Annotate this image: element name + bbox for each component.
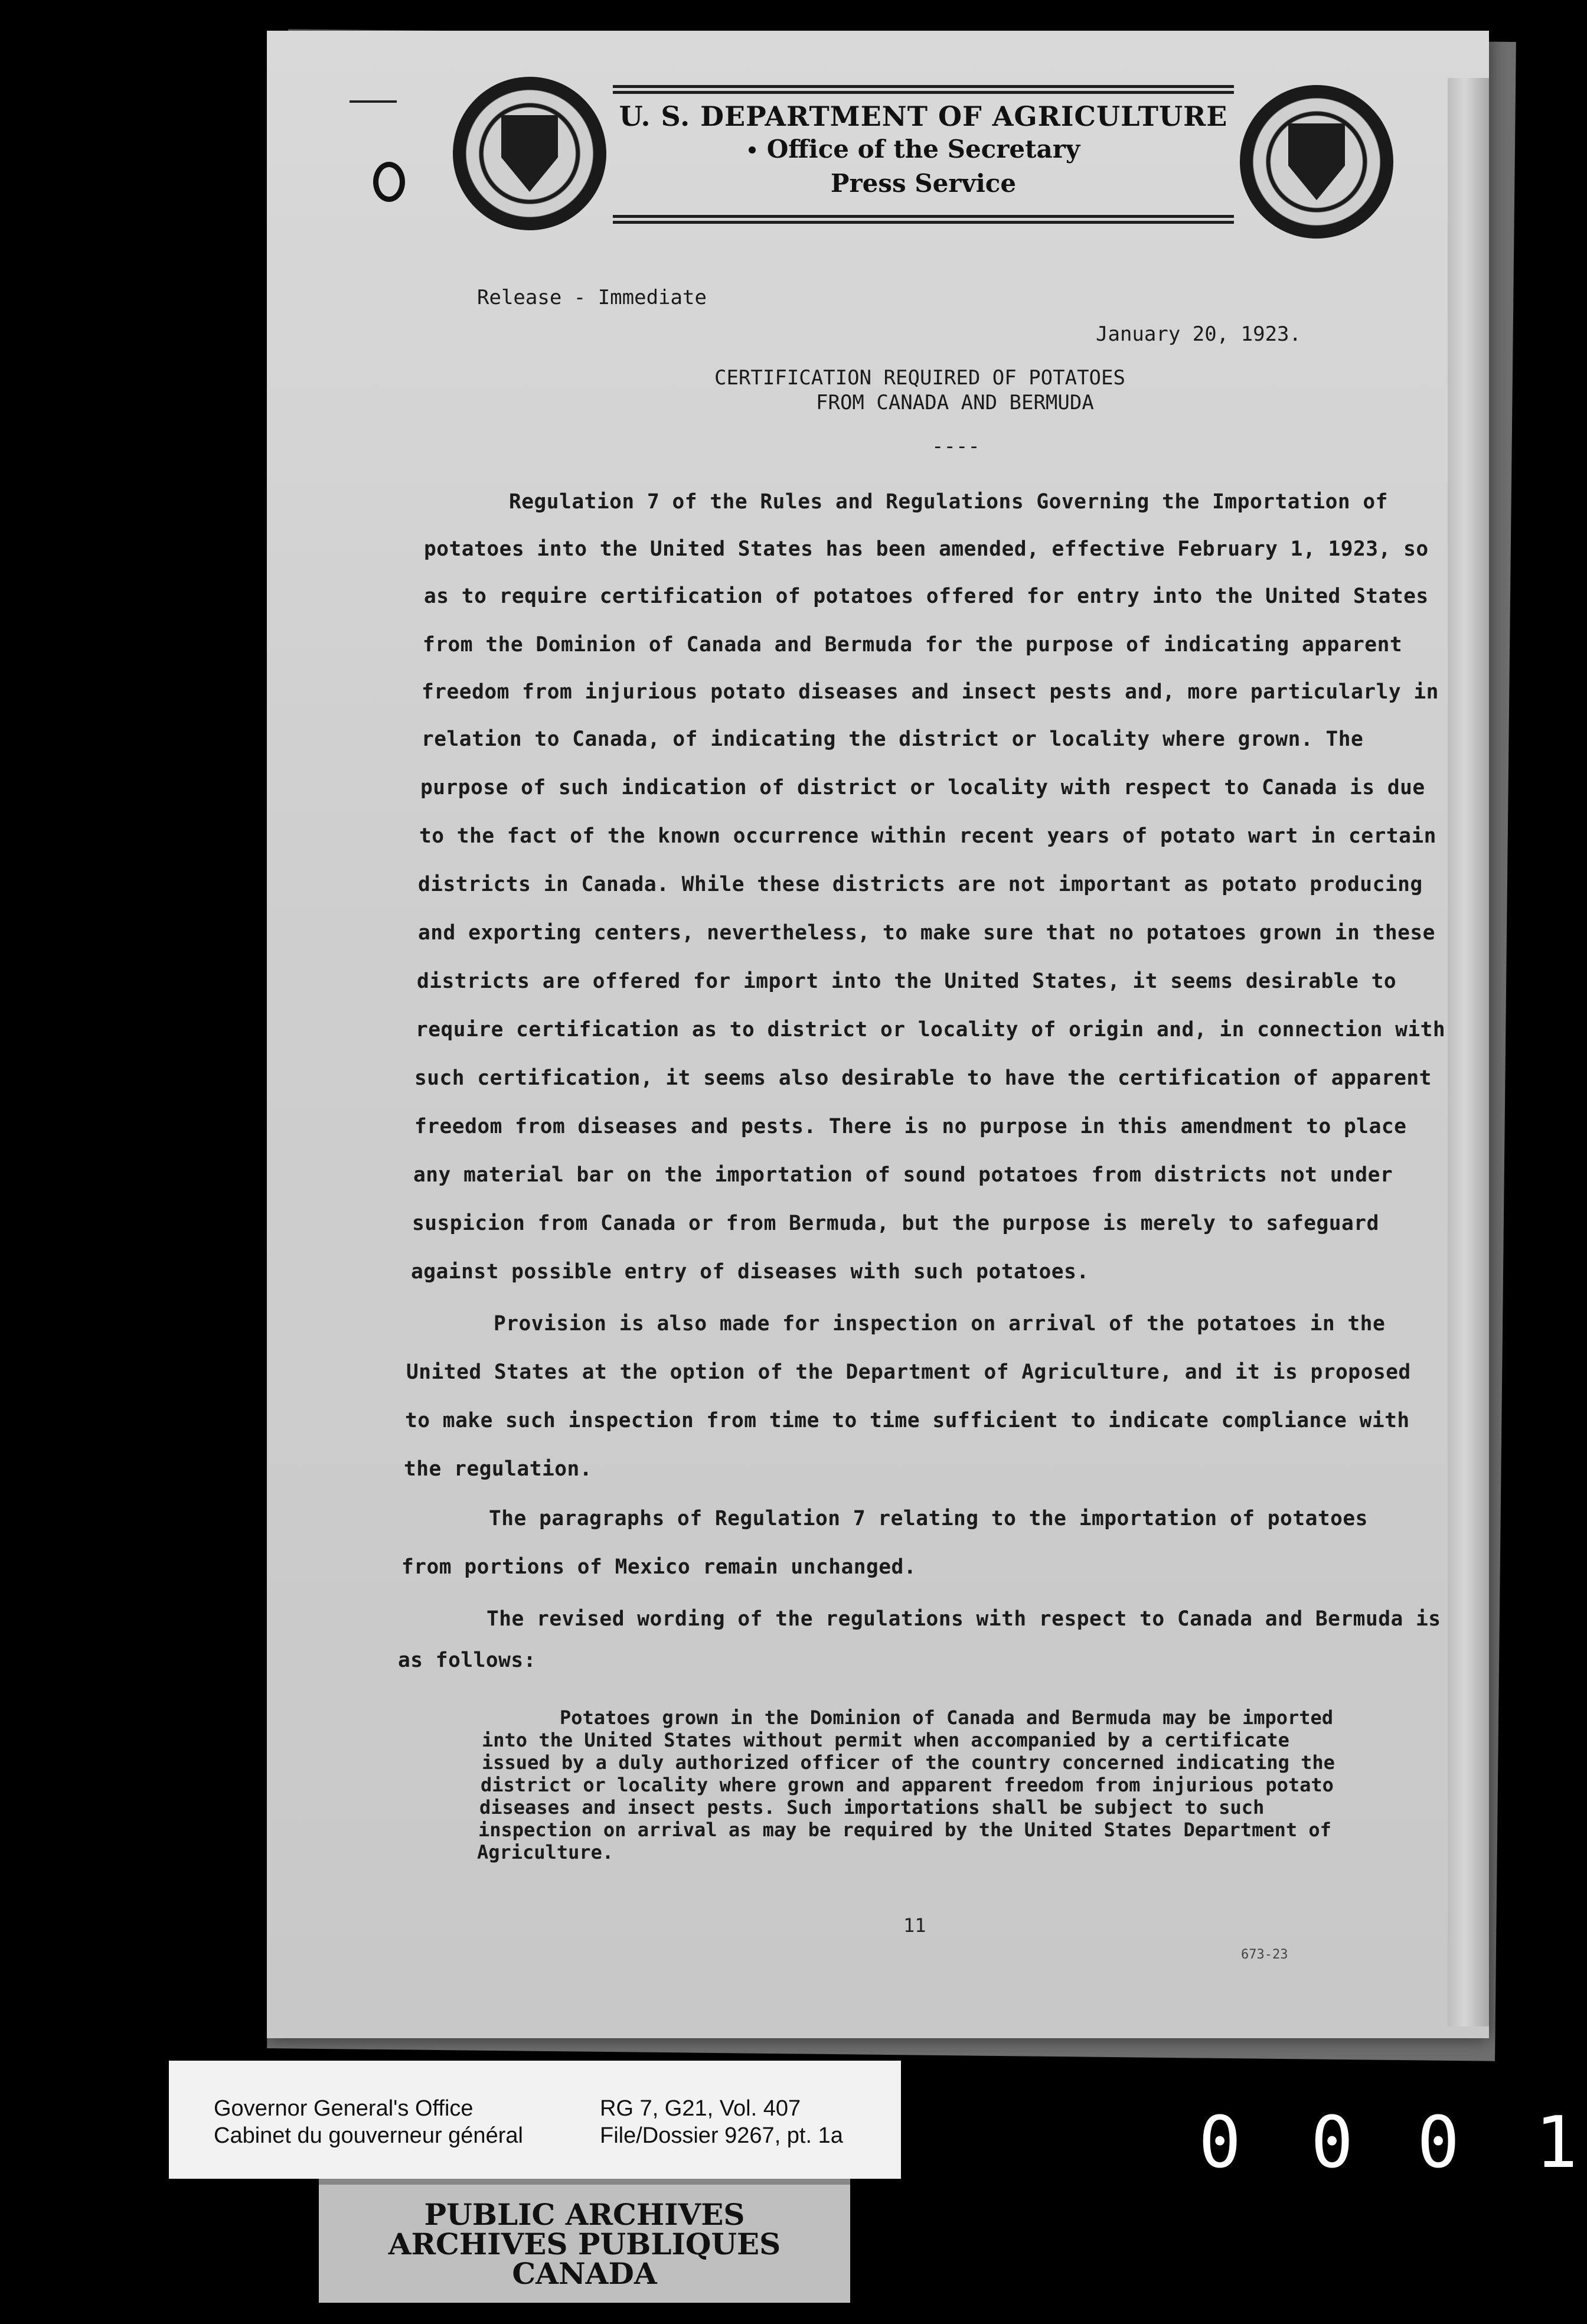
archive-stamp-line: CANADA bbox=[512, 2256, 657, 2291]
quote-line: diseases and insect pests. Such importations shall be subject to such bbox=[479, 1796, 1265, 1819]
body-line: as follows: bbox=[398, 1649, 536, 1672]
body-line: to make such inspection from time to time sufficient to indicate compliance with bbox=[405, 1409, 1410, 1432]
quote-line: inspection on arrival as may be required by the United States Department of bbox=[478, 1819, 1331, 1841]
quote-line: issued by a duly authorized officer of the country concerned indicating the bbox=[482, 1751, 1335, 1774]
frame-number-digit: 0 bbox=[1417, 2102, 1462, 2184]
body-line: any material bar on the importation of sound potatoes from districts not under bbox=[413, 1163, 1393, 1187]
header-rule-bottom bbox=[613, 215, 1234, 218]
body-line: relation to Canada, of indicating the district or locality where grown. The bbox=[422, 727, 1364, 751]
frame-number-digit: 0 bbox=[1199, 2102, 1244, 2184]
document-title: CERTIFICATION REQUIRED OF POTATOES bbox=[714, 366, 1125, 390]
press-service-title: Press Service bbox=[830, 169, 1017, 198]
release-note: Release - Immediate bbox=[477, 286, 707, 309]
header-rule-top bbox=[613, 85, 1234, 88]
archive-stamp-line: PUBLIC ARCHIVES bbox=[424, 2197, 745, 2232]
department-title: U. S. DEPARTMENT OF AGRICULTURE bbox=[619, 100, 1228, 132]
header-rule-top bbox=[613, 91, 1234, 94]
office-name-fr: Cabinet du gouverneur général bbox=[214, 2123, 523, 2148]
body-line: against possible entry of diseases with such potatoes. bbox=[411, 1260, 1089, 1284]
page-edge bbox=[1448, 78, 1489, 2026]
office-names bbox=[214, 2095, 523, 2149]
quote-line: district or locality where grown and apparent freedom from injurious potato bbox=[481, 1774, 1334, 1796]
office-name-en: Governor General's Office bbox=[214, 2096, 474, 2121]
file-ref: File/Dossier 9267, pt. 1a bbox=[600, 2123, 843, 2148]
body-line: The paragraphs of Regulation 7 relating to the importation of potatoes bbox=[489, 1507, 1368, 1530]
body-line: from the Dominion of Canada and Bermuda for the purpose of indicating apparent bbox=[423, 633, 1403, 657]
frame-number-digit: 1 bbox=[1535, 2102, 1581, 2184]
body-line: Regulation 7 of the Rules and Regulations Governing the Importation of bbox=[509, 490, 1388, 514]
page-mark: 11 bbox=[903, 1914, 926, 1937]
body-line: require certification as to district or locality of origin and, in connection with bbox=[416, 1018, 1446, 1042]
archive-references bbox=[600, 2095, 843, 2149]
body-line: suspicion from Canada or from Bermuda, but the purpose is merely to safeguard bbox=[412, 1212, 1379, 1235]
body-line: The revised wording of the regulations with respect to Canada and Bermuda is bbox=[486, 1607, 1441, 1631]
header-rule-bottom bbox=[613, 221, 1234, 224]
body-line: and exporting centers, nevertheless, to make sure that no potatoes grown in these bbox=[418, 921, 1435, 945]
body-line: United States at the option of the Department of Agriculture, and it is proposed bbox=[406, 1360, 1411, 1384]
office-title: Office of the Secretary bbox=[766, 135, 1080, 164]
body-line: freedom from diseases and pests. There is no purpose in this amendment to place bbox=[414, 1115, 1407, 1138]
archive-label-card bbox=[169, 2061, 901, 2179]
quote-line: Agriculture. bbox=[477, 1841, 614, 1863]
punch-hole-icon bbox=[373, 162, 405, 202]
body-line: from portions of Mexico remain unchanged. bbox=[401, 1555, 917, 1579]
body-line: districts in Canada. While these districts are not important as potato producing bbox=[418, 873, 1423, 896]
quote-line: Potatoes grown in the Dominion of Canada and Bermuda may be imported bbox=[560, 1706, 1334, 1729]
body-line: freedom from injurious potato diseases and insect pests and, more particularly in bbox=[422, 680, 1439, 704]
file-code: 673-23 bbox=[1241, 1947, 1288, 1962]
archive-stamp-line: ARCHIVES PUBLIQUES bbox=[388, 2227, 781, 2261]
body-line: Provision is also made for inspection on arrival of the potatoes in the bbox=[494, 1312, 1386, 1336]
document-subtitle: FROM CANADA AND BERMUDA bbox=[816, 391, 1094, 414]
record-group-ref: RG 7, G21, Vol. 407 bbox=[600, 2096, 801, 2121]
usda-seal-icon bbox=[1240, 85, 1393, 239]
body-line: potatoes into the United States has been amended, effective February 1, 1923, so bbox=[424, 537, 1429, 561]
quote-line: into the United States without permit when accompanied by a certificate bbox=[482, 1729, 1289, 1751]
title-separator: ---- bbox=[932, 435, 980, 458]
body-line: the regulation. bbox=[404, 1457, 593, 1481]
usda-seal-icon bbox=[453, 77, 606, 230]
document-page bbox=[267, 31, 1489, 2038]
body-line: to the fact of the known occurrence within recent years of potato wart in certain bbox=[419, 824, 1436, 848]
frame-number-digit: 0 bbox=[1311, 2102, 1356, 2184]
body-line: as to require certification of potatoes offered for entry into the United States bbox=[424, 585, 1429, 608]
body-line: such certification, it seems also desirable to have the certification of apparent bbox=[414, 1066, 1432, 1090]
pencil-mark bbox=[350, 100, 397, 103]
archive-stamp bbox=[319, 2179, 850, 2303]
body-line: purpose of such indication of district or locality with respect to Canada is due bbox=[420, 776, 1425, 799]
body-line: districts are offered for import into the United States, it seems desirable to bbox=[417, 970, 1397, 993]
document-date: January 20, 1923. bbox=[1096, 322, 1301, 346]
